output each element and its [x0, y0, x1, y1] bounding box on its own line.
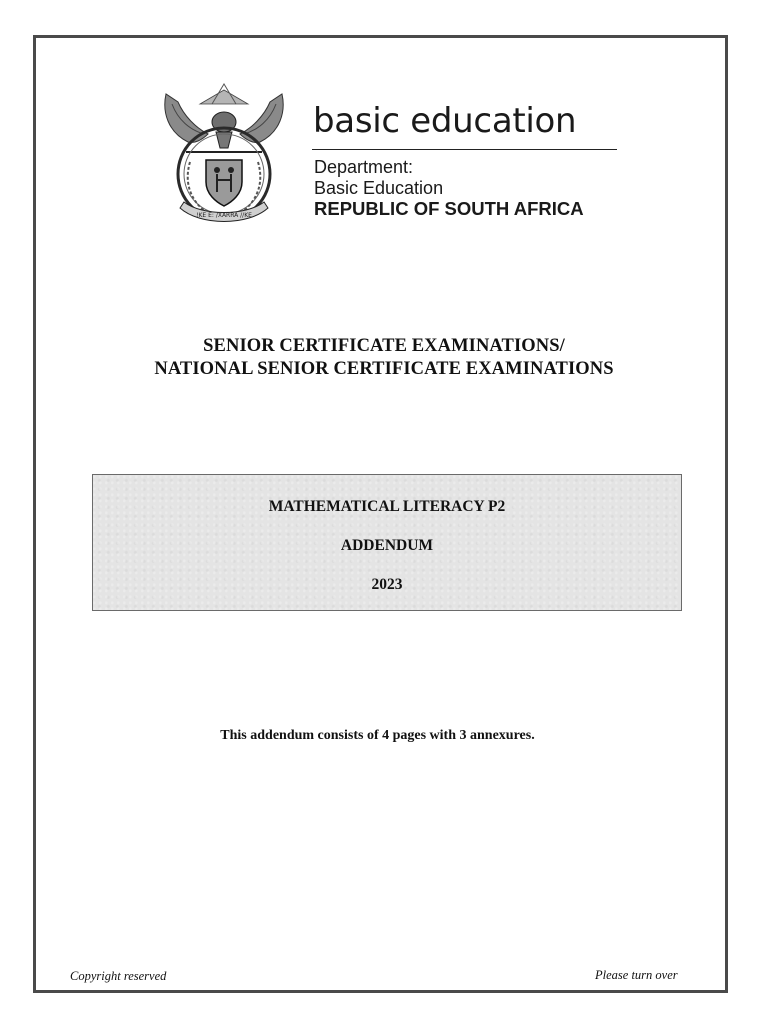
department-name: Basic Education [314, 178, 444, 198]
country-name: REPUBLIC OF SOUTH AFRICA [314, 198, 584, 219]
page-count-note: This addendum consists of 4 pages with 3 annexures. [220, 728, 535, 743]
coat-of-arms-emblem [160, 82, 288, 232]
turn-over-footer: Please turn over [595, 968, 678, 982]
exam-title-line-2: NATIONAL SENIOR CERTIFICATE EXAMINATIONS [154, 359, 614, 379]
crest-motto: !KE E: /XARRA //KE [196, 212, 252, 219]
document-type: ADDENDUM [340, 537, 434, 554]
brand-title: basic education [313, 101, 577, 141]
exam-title-line-1: SENIOR CERTIFICATE EXAMINATIONS/ [203, 336, 565, 356]
exam-year: 2023 [371, 576, 403, 593]
subject-title: MATHEMATICAL LITERACY P2 [268, 498, 506, 515]
copyright-footer: Copyright reserved [70, 969, 167, 983]
department-label: Department: [314, 157, 414, 177]
title-box [92, 474, 682, 611]
brand-divider [312, 149, 617, 150]
